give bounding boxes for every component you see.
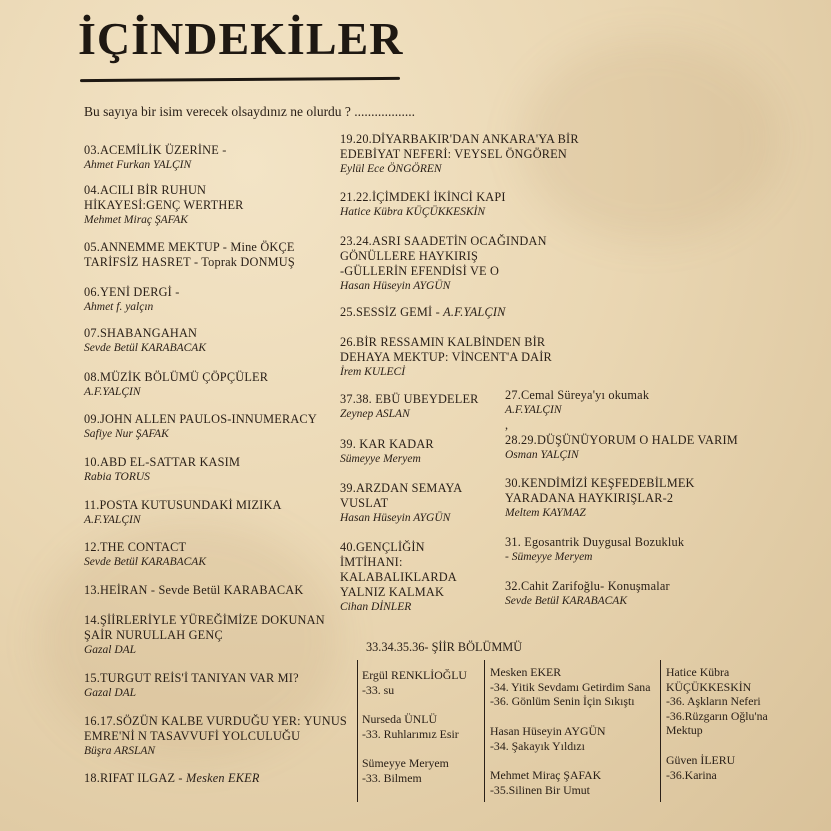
toc-entry	[84, 714, 347, 759]
toc-entry	[84, 671, 299, 701]
toc-entry	[340, 305, 506, 320]
entry-author: Safiye Nur ŞAFAK	[84, 428, 169, 440]
toc-entry	[340, 437, 434, 467]
entry-author: Gazal DAL	[84, 687, 137, 699]
poem-title: -34. Yitik Sevdamı Getirdim Sana -36. Gönlüm Senin İçin Sıkıştı	[490, 679, 651, 708]
poem-entry	[490, 768, 601, 797]
toc-entry	[340, 234, 547, 294]
poem-title: -34. Şakayık Yıldızı	[490, 738, 585, 753]
toc-entry	[84, 771, 260, 786]
poet-name: Mesken EKER	[490, 665, 562, 679]
entry-title: 39.ARZDAN SEMAYA VUSLAT	[340, 481, 463, 510]
entry-title: 26.BİR RESSAMIN KALBİNDEN BİR DEHAYA MEKTUP: VİNCENT'A DAİR	[340, 335, 552, 364]
poem-entry	[362, 756, 449, 785]
toc-entry	[84, 613, 325, 658]
toc-entry	[340, 481, 462, 526]
entry-title: 31. Egosantrik Duygusal Bozukluk	[505, 535, 685, 549]
toc-entry	[84, 143, 227, 173]
column-divider	[357, 660, 358, 802]
entry-title: 04.ACILI BİR RUHUN HİKAYESİ:GENÇ WERTHER	[84, 183, 244, 212]
poem-entry	[666, 753, 735, 782]
entry-author: Cihan DİNLER	[340, 601, 412, 613]
poem-title: -36. Aşkların Neferi -36.Rüzgarın Oğlu'na Mektup	[666, 694, 768, 737]
entry-title: 03.ACEMİLİK ÜZERİNE -	[84, 143, 227, 157]
column-divider	[660, 660, 661, 802]
entry-author: Rabia TORUS	[84, 471, 150, 483]
poem-title: -35.Silinen Bir Umut	[490, 782, 590, 797]
entry-title: 15.TURGUT REİS'İ TANIYAN VAR MI?	[84, 671, 299, 685]
poem-title: -33. Bilmem	[362, 770, 422, 785]
entry-author: Osman YALÇIN	[505, 449, 579, 461]
entry-author: Eylül Ece ÖNGÖREN	[340, 163, 442, 175]
entry-author: Zeynep ASLAN	[340, 408, 410, 420]
entry-author: Hasan Hüseyin AYGÜN	[340, 280, 451, 292]
toc-entry	[340, 190, 506, 220]
toc-entry	[340, 335, 552, 380]
toc-entry	[84, 370, 268, 400]
toc-entry	[84, 455, 240, 485]
entry-title: , 28.29.DÜŞÜNÜYORUM O HALDE VARIM	[505, 418, 738, 447]
entry-title: 09.JOHN ALLEN PAULOS-INNUMERACY	[84, 412, 317, 426]
poet-name: Hatice Kübra KÜÇÜKKESKİN	[666, 665, 752, 694]
poem-entry	[362, 668, 467, 697]
poet-name: Sümeyye Meryem	[362, 756, 449, 770]
toc-entry	[84, 540, 206, 570]
entry-title: 18.RIFAT ILGAZ -	[84, 771, 186, 785]
poet-name: Ergül RENKLİOĞLU	[362, 668, 467, 682]
entry-title: 14.ŞİİRLERİYLE YÜREĞİMİZE DOKUNAN ŞAİR NURULLAH GENÇ	[84, 613, 325, 642]
entry-title: 11.POSTA KUTUSUNDAKİ MIZIKA	[84, 498, 282, 512]
entry-title: 12.THE CONTACT	[84, 540, 187, 554]
toc-entry	[84, 412, 317, 442]
toc-entry	[505, 388, 649, 418]
toc-entry	[505, 535, 684, 565]
poetry-section-title: 33.34.35.36- ŞİİR BÖLÜMMÜ	[366, 640, 523, 654]
page-title: İÇİNDEKİLER	[78, 13, 404, 64]
toc-entry	[84, 240, 295, 270]
poem-title: -36.Karina	[666, 767, 717, 782]
poet-name: Güven İLERU	[666, 753, 736, 767]
toc-entry	[340, 132, 579, 177]
entry-title: 16.17.SÖZÜN KALBE VURDUĞU YER: YUNUS EMRE'Nİ N TASAVVUFİ YOLCULUĞU	[84, 714, 347, 743]
entry-title: 39. KAR KADAR	[340, 437, 434, 451]
toc-entry	[340, 392, 479, 422]
entry-title: 23.24.ASRI SAADETİN OCAĞINDAN GÖNÜLLERE HAYKIRIŞ -GÜLLERİN EFENDİSİ VE O	[340, 234, 547, 278]
entry-author: Sümeyye Meryem	[340, 453, 421, 465]
entry-author: - Sümeyye Meryem	[505, 551, 593, 563]
question-text: Bu sayıya bir isim verecek olsaydınız ne olurdu ? ..................	[84, 104, 416, 119]
entry-author: Büşra ARSLAN	[84, 745, 156, 757]
poem-entry	[666, 665, 768, 738]
entry-author: A.F.YALÇIN	[84, 514, 141, 526]
entry-title: 21.22.İÇİMDEKİ İKİNCİ KAPI	[340, 190, 506, 204]
entry-author: Sevde Betül KARABACAK	[505, 595, 627, 607]
entry-title: 32.Cahit Zarifoğlu- Konuşmalar	[505, 579, 670, 593]
toc-entry	[505, 579, 670, 609]
entry-author: Mesken EKER	[186, 771, 260, 785]
toc-entry	[84, 183, 244, 228]
entry-title: 07.SHABANGAHAN	[84, 326, 198, 340]
toc-entry	[340, 540, 457, 615]
toc-entry	[84, 583, 303, 598]
poet-name: Nurseda ÜNLÜ	[362, 712, 438, 726]
poem-entry	[362, 712, 459, 741]
entry-title: 13.HEİRAN - Sevde Betül KARABACAK	[84, 583, 304, 597]
entry-title: 06.YENİ DERGİ -	[84, 285, 180, 299]
entry-title: 25.SESSİZ GEMİ -	[340, 305, 444, 319]
poet-name: Mehmet Miraç ŞAFAK	[490, 768, 602, 782]
entry-author: Gazal DAL	[84, 644, 137, 656]
entry-title: 08.MÜZİK BÖLÜMÜ ÇÖPÇÜLER	[84, 370, 269, 384]
poem-title: -33. Ruhlarımız Esir	[362, 726, 459, 741]
toc-entry	[505, 418, 738, 463]
poet-name: Hasan Hüseyin AYGÜN	[490, 724, 606, 738]
entry-author: Ahmet Furkan YALÇIN	[84, 159, 192, 171]
poem-entry	[490, 724, 606, 753]
toc-entry	[505, 476, 695, 521]
title-underline	[80, 77, 400, 82]
entry-title: 19.20.DİYARBAKIR'DAN ANKARA'YA BİR EDEBİYAT NEFERİ: VEYSEL ÖNGÖREN	[340, 132, 579, 161]
entry-author: Hatice Kübra KÜÇÜKKESKİN	[340, 206, 486, 218]
poem-entry	[490, 665, 650, 709]
column-divider	[484, 660, 485, 802]
entry-author: İrem KULECİ	[340, 366, 406, 378]
entry-title: 10.ABD EL-SATTAR KASIM	[84, 455, 241, 469]
entry-author: Mehmet Miraç ŞAFAK	[84, 214, 188, 226]
entry-title: 30.KENDİMİZİ KEŞFEDEBİLMEK YARADANA HAYKIRIŞLAR-2	[505, 476, 695, 505]
entry-title: 05.ANNEMME MEKTUP - Mine ÖKÇE TARİFSİZ HASRET - Toprak DONMUŞ	[84, 240, 295, 269]
entry-title: 37.38. EBÜ UBEYDELER	[340, 392, 479, 406]
toc-entry	[84, 326, 206, 356]
entry-author: Sevde Betül KARABACAK	[84, 556, 206, 568]
entry-author: Ahmet f. yalçın	[84, 301, 154, 313]
entry-author: Hasan Hüseyin AYGÜN	[340, 512, 451, 524]
entry-title: 27.Cemal Süreya'yı okumak	[505, 388, 650, 402]
entry-author: A.F.YALÇIN	[505, 404, 562, 416]
poem-title: -33. su	[362, 682, 395, 697]
toc-entry	[84, 285, 180, 315]
entry-author: Meltem KAYMAZ	[505, 507, 586, 519]
toc-entry	[84, 498, 282, 528]
entry-author: Sevde Betül KARABACAK	[84, 342, 206, 354]
entry-author: A.F.YALÇIN	[84, 386, 141, 398]
entry-title: 40.GENÇLİĞİN İMTİHANI: KALABALIKLARDA YALNIZ KALMAK	[340, 540, 457, 599]
entry-author: A.F.YALÇIN	[443, 305, 506, 319]
